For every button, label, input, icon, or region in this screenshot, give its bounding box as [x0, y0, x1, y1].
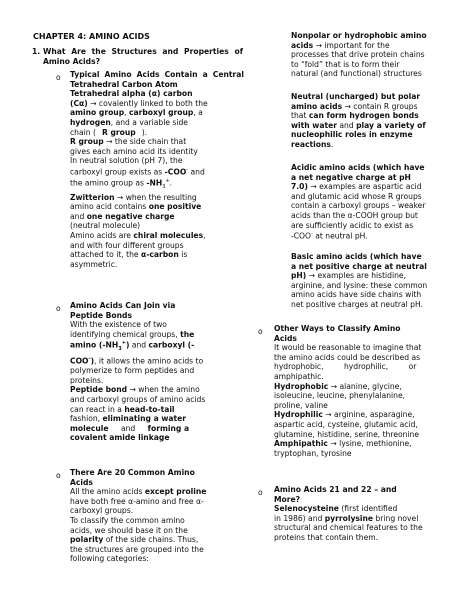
- text-line: carboxyl groups.: [70, 506, 134, 516]
- text-line: carboxyl group exists as -COO- and: [70, 166, 205, 177]
- text-line: tryptophan, tyrosine: [274, 448, 352, 458]
- text-line: gives each amino acid its identity: [70, 146, 198, 156]
- text-line: attached to it, the α-carbon is: [70, 250, 188, 260]
- text-line: amino $(-NH_3^+)$ and carboxyl (-: [70, 340, 195, 353]
- twenty-amino-acids-section: [70, 468, 244, 564]
- section-heading: a net negative charge at pH: [291, 172, 411, 182]
- text-line: It would be reasonable to imagine that: [274, 343, 422, 353]
- other-ways-section: [274, 324, 470, 458]
- section-heading: Amino Acids Can Join via: [70, 301, 176, 310]
- text-line: To classify the common amino: [70, 515, 185, 525]
- text-line: Amphipathic → lysine, methionine,: [274, 439, 412, 449]
- section-heading: More?: [274, 494, 301, 504]
- text-line: proline, valine: [274, 400, 328, 410]
- section-heading: Acids: [274, 333, 297, 343]
- text-line: polymerize to form peptides and: [70, 366, 195, 376]
- text-line: 7.0) → examples are aspartic acid: [291, 182, 422, 192]
- text-line: net positive charges at neutral pH.: [291, 299, 423, 309]
- text-line: can react in a head-to-tail: [70, 404, 175, 414]
- basic-section: [291, 252, 469, 310]
- section-heading: Amino Acids 21 and 22 – and: [274, 485, 397, 494]
- text-line: isoleucine, leucine, phenylalanine,: [274, 391, 406, 401]
- text-line: proteins that contain them.: [274, 532, 379, 542]
- text-line: polarity of the side chains. Thus,: [70, 535, 199, 545]
- section-heading: Neutral (uncharged) but polar: [291, 92, 421, 101]
- text-line: Hydrophobic → alanine, glycine,: [274, 381, 402, 391]
- bullet-marker: o: [258, 327, 263, 336]
- question-1-heading: [32, 47, 243, 66]
- section-heading: Basic amino acids (which have: [291, 252, 422, 261]
- text-line: Peptide bond → when the amino: [70, 385, 200, 395]
- text-line: the amino acids could be described as: [274, 352, 421, 362]
- text-line: acids → important for the: [291, 40, 390, 50]
- section-heading: Nonpolar or hydrophobic amino: [291, 31, 427, 40]
- text-line: nucleophilic roles in enzyme: [291, 130, 413, 140]
- text-line: With the existence of two: [70, 320, 167, 330]
- text-line: glutamine, histidine, serine, threonine: [274, 429, 420, 439]
- text-line: hydrophobic, hydrophilic, or: [274, 362, 417, 372]
- text-line: R group → the side chain that: [70, 137, 187, 147]
- chapter-title: CHAPTER 4: AMINO ACIDS: [33, 32, 150, 41]
- text-line: acids than the α-COOH group but: [291, 210, 418, 220]
- text-line: chain ( R group ).: [70, 127, 148, 137]
- section-heading: Acidic amino acids (which have: [291, 163, 425, 172]
- text-line: amphipathic.: [274, 371, 324, 381]
- text-line: arginine, and lysine: these common: [291, 280, 428, 290]
- text-line: the structures are grouped into the: [70, 544, 204, 554]
- text-line: covalent amide linkage: [70, 433, 170, 443]
- text-line: natural (and functional) structures: [291, 69, 422, 79]
- question-number: 1.: [32, 47, 41, 56]
- text-line: asymmetric.: [70, 259, 118, 269]
- section-heading: Acids: [70, 477, 93, 487]
- text-line: amino acids → contain R groups: [291, 101, 418, 111]
- section-heading: Peptide Bonds: [70, 310, 132, 320]
- text-line: contain a carboxyl groups – weaker: [291, 201, 426, 211]
- amino-acids-21-22-section: [274, 485, 470, 543]
- neutral-section: [291, 92, 469, 150]
- text-line: and with four different groups: [70, 240, 184, 250]
- text-line: Amino acids are chiral molecules,: [70, 231, 206, 241]
- bullet-marker: o: [56, 304, 61, 313]
- text-line: in 1986) and pyrrolysine bring novel: [274, 513, 419, 523]
- bullet-marker: o: [258, 488, 263, 497]
- text-line: structural and chemical features to the: [274, 523, 423, 533]
- text-line: following categories:: [70, 554, 149, 564]
- text-line: processes that drive protein chains: [291, 50, 425, 60]
- text-line: and glutamic acid whose R groups: [291, 191, 422, 201]
- question-text: What Are the Structures and Properties of Amino Acids?: [43, 47, 243, 66]
- text-line: have both free α-amino and free α-: [70, 496, 204, 506]
- text-line: are sufficiently acidic to exist as: [291, 220, 414, 230]
- text-line: Zwitterion → when the resulting: [70, 192, 197, 202]
- text-line: that can form hydrogen bonds: [291, 111, 419, 121]
- text-line: and one negative charge: [70, 211, 175, 221]
- typical-section: [70, 70, 244, 269]
- text-line: amino acids have side chains with: [291, 290, 422, 300]
- text-line: -COO- at neutral pH.: [291, 231, 368, 241]
- text-line: aspartic acid, cysteine, glutamic acid,: [274, 419, 418, 429]
- text-line: fashion, eliminating a water: [70, 414, 187, 424]
- text-line: Selenocysteine (first identified: [274, 504, 398, 514]
- text-line: acids, we should base it on the: [70, 525, 188, 535]
- text-line: In neutral solution (pH 7), the: [70, 156, 183, 166]
- text-line: and carboxyl groups of amino acids: [70, 394, 206, 404]
- acidic-section: [291, 163, 469, 241]
- text-line: the amino group as $-NH_3^+$.: [70, 178, 173, 191]
- text-line: (Cα) → covalently linked to both the: [70, 98, 208, 108]
- text-line: with water and play a variety of: [291, 120, 426, 130]
- text-line: Tetrahedral alpha (α) carbon: [70, 89, 193, 99]
- text-line: Hydrophilic → arginine, asparagine,: [274, 410, 415, 420]
- section-heading: Other Ways to Classify Amino: [274, 324, 401, 333]
- bullet-marker: o: [56, 471, 61, 480]
- text-line: (neutral molecule): [70, 221, 141, 231]
- text-line: reactions.: [291, 139, 334, 149]
- text-line: molecule and forming a: [70, 423, 190, 433]
- text-line: amino acid contains one positive: [70, 202, 202, 212]
- text-line: hydrogen, and a variable side: [70, 117, 188, 127]
- section-heading: Typical Amino Acids Contain a Central Tetrahedral Carbon Atom: [70, 70, 244, 89]
- bullet-marker: o: [56, 73, 61, 82]
- section-heading: a net positive charge at neutral: [291, 261, 427, 271]
- section-heading: There Are 20 Common Amino: [70, 468, 195, 477]
- text-line: COO-), it allows the amino acids to: [70, 356, 204, 366]
- text-line: pH) → examples are histidine,: [291, 271, 407, 281]
- peptide-section: [70, 301, 244, 443]
- text-line: All the amino acids except proline: [70, 487, 207, 497]
- text-line: proteins.: [70, 375, 104, 385]
- text-line: amino group, carboxyl group, a: [70, 108, 203, 118]
- text-line: to “fold” that is to form their: [291, 59, 400, 69]
- text-line: identifying chemical groups, the: [70, 329, 195, 339]
- nonpolar-section: [291, 31, 469, 79]
